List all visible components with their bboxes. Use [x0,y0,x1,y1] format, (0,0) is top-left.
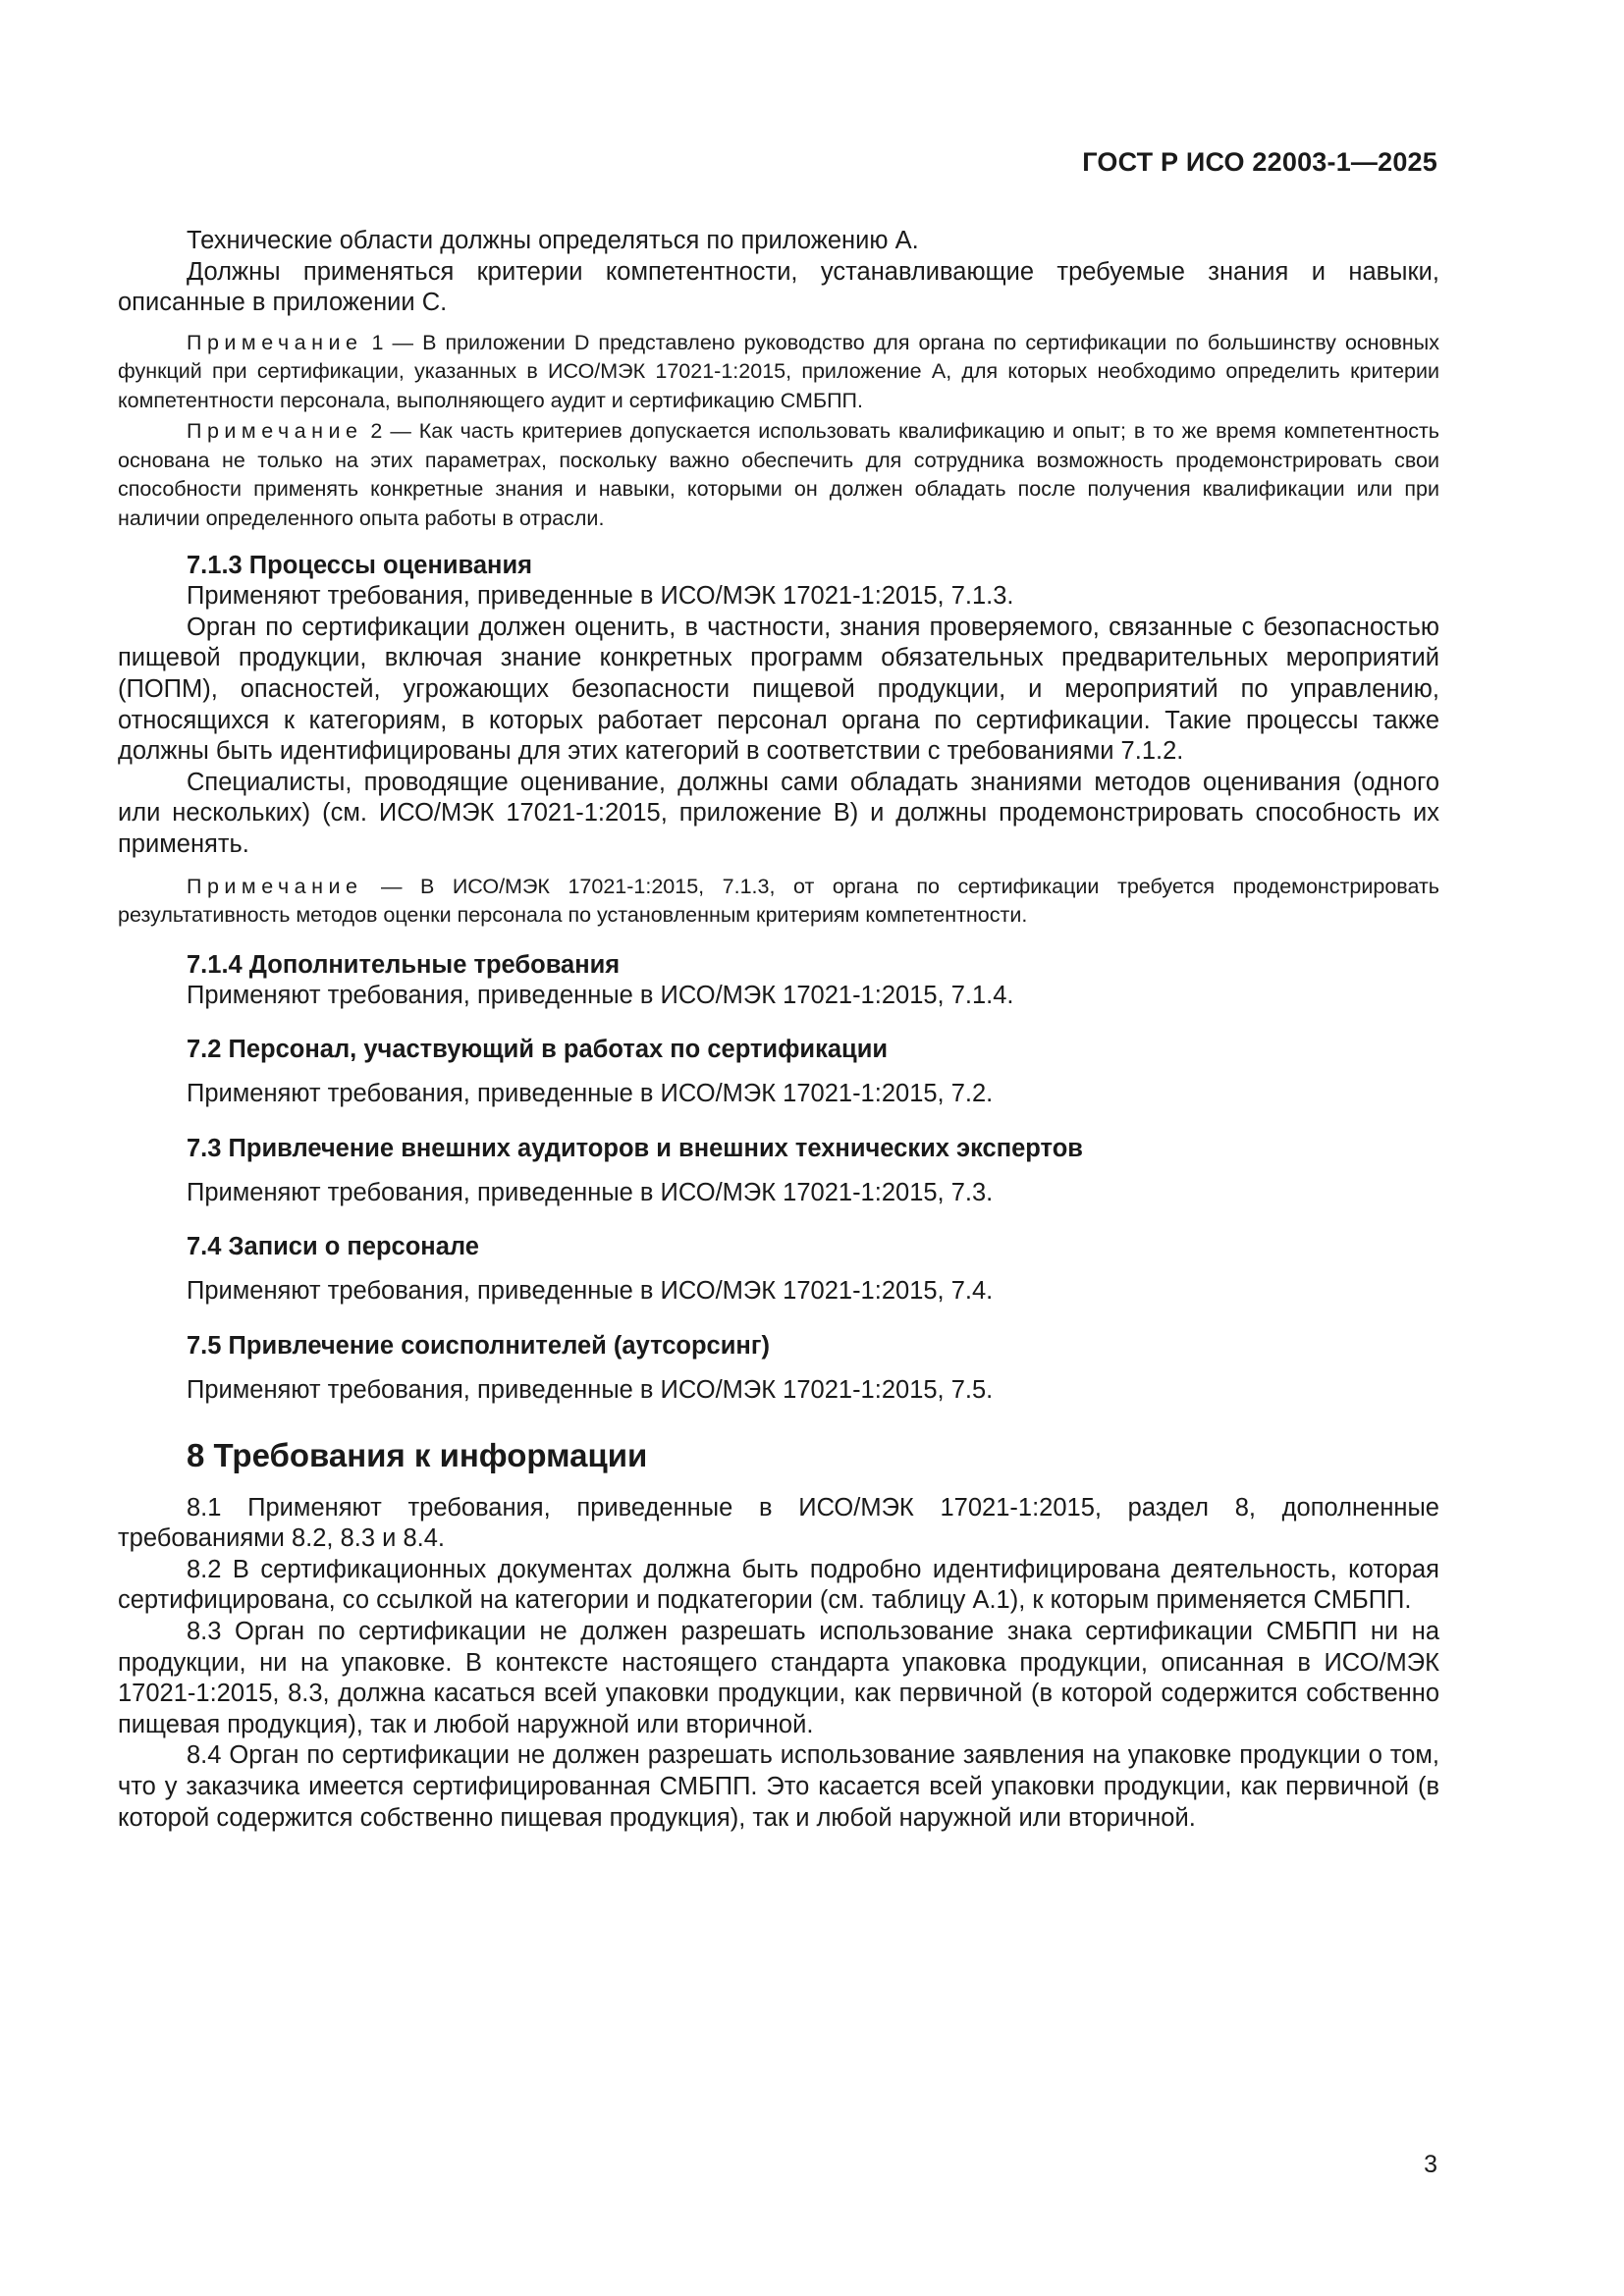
paragraph: 8.4 Орган по сертификации не должен разрешать использование заявления на упаковке продукции о том, что у заказчика имеется сертифицированная СМБПП. Это касается всей упаковки продукции, как первичной (в которой содержится собственно пищевая продукция), так и любой наружной или вторичной. [118,1741,1439,1832]
document-header: ГОСТ Р ИСО 22003-1—2025 [1082,147,1437,177]
paragraph: Должны применяться критерии компетентности, устанавливающие требуемые знания и навыки, описанные в приложении С. [118,257,1439,317]
note-label: Примечание [187,419,363,444]
section-heading: 7.1.4 Дополнительные требования [187,950,621,979]
paragraph: Применяют требования, приведенные в ИСО/МЭК 17021-1:2015, 7.1.3. [187,582,1014,611]
page-content [118,226,1439,1834]
note [118,329,1439,416]
paragraph: Применяют требования, приведенные в ИСО/МЭК 17021-1:2015, 7.5. [187,1376,994,1404]
section-heading: 7.4 Записи о персонале [187,1233,479,1261]
section-heading: 7.3 Привлечение внешних аудиторов и внешних технических экспертов [187,1134,1083,1162]
note [118,417,1439,533]
note [118,873,1439,931]
paragraph: Технические области должны определяться по приложению А. [187,227,919,254]
paragraph: Специалисты, проводящие оценивание, должны сами обладать знаниями методов оценивания (одного или нескольких) (см. ИСО/МЭК 17021-1:2015, приложение В) и должны продемонстрировать способность их применять. [118,768,1439,859]
paragraph: 8.3 Орган по сертификации не должен разрешать использование знака сертификации СМБПП ни на продукции, ни на упаковке. В контексте настоящего стандарта упаковка продукции, описанная в ИСО/МЭК 17021-1:2015, 8.3, должна касаться всей упаковки продукции, как первичной (в которой содержится собственно пищевая продукция), так и любой наружной или вторичной. [118,1617,1439,1738]
note-text: — В ИСО/МЭК 17021-1:2015, 7.1.3, от органа по сертификации требуется продемонстрировать результативность методов оценки персонала по установленным критериям компетентности. [118,874,1439,928]
paragraph: Орган по сертификации должен оценить, в частности, знания проверяемого, связанные с безопасностью пищевой продукции, включая знание конкретных программ обязательных предварительных мероприятий (ПОПМ), опасностей, угрожающих безопасности пищевой продукции, и мероприятий по управлению, относящихся к категориям, в которых работает персонал органа по сертификации. Такие процессы также должны быть идентифицированы для этих категорий в соответствии с требованиями 7.1.2. [118,613,1439,766]
paragraph: Применяют требования, приведенные в ИСО/МЭК 17021-1:2015, 7.2. [187,1080,994,1108]
note-text: 1 — В приложении D представлено руководство для органа по сертификации по большинству основных функций при сертификации, указанных в ИСО/МЭК 17021-1:2015, приложение А, для которых необходимо определить критерии компетентности персонала, выполняющего аудит и сертификацию СМБПП. [118,330,1439,412]
paragraph: Применяют требования, приведенные в ИСО/МЭК 17021-1:2015, 7.1.4. [187,981,1014,1009]
section-heading: 7.5 Привлечение соисполнителей (аутсорсинг) [187,1332,770,1360]
paragraph: Применяют требования, приведенные в ИСО/МЭК 17021-1:2015, 7.4. [187,1277,994,1306]
paragraph: Применяют требования, приведенные в ИСО/МЭК 17021-1:2015, 7.3. [187,1178,994,1206]
paragraph: 8.1 Применяют требования, приведенные в ИСО/МЭК 17021-1:2015, раздел 8, дополненные требованиями 8.2, 8.3 и 8.4. [118,1493,1439,1553]
note-text: 2 — Как часть критериев допускается использовать квалификацию и опыт; в то же время компетентность основана не только на этих параметрах, поскольку важно обеспечить для сотрудника возможность продемонстрировать свои способности применять конкретные знания и навыки, которыми он должен обладать после получения квалификации или при наличии определенного опыта работы в отрасли. [118,419,1439,530]
note-label: Примечание [187,874,363,898]
note-label: Примечание [187,330,363,354]
section-heading: 7.2 Персонал, участвующий в работах по сертификации [187,1036,889,1064]
page-number: 3 [1424,2151,1437,2178]
paragraph: 8.2 В сертификационных документах должна быть подробно идентифицирована деятельность, которая сертифицирована, со ссылкой на категории и подкатегории (см. таблицу А.1), к которым применяется СМБПП. [118,1555,1439,1615]
section-heading: 7.1.3 Процессы оценивания [187,552,533,580]
chapter-heading: 8 Требования к информации [187,1436,648,1473]
